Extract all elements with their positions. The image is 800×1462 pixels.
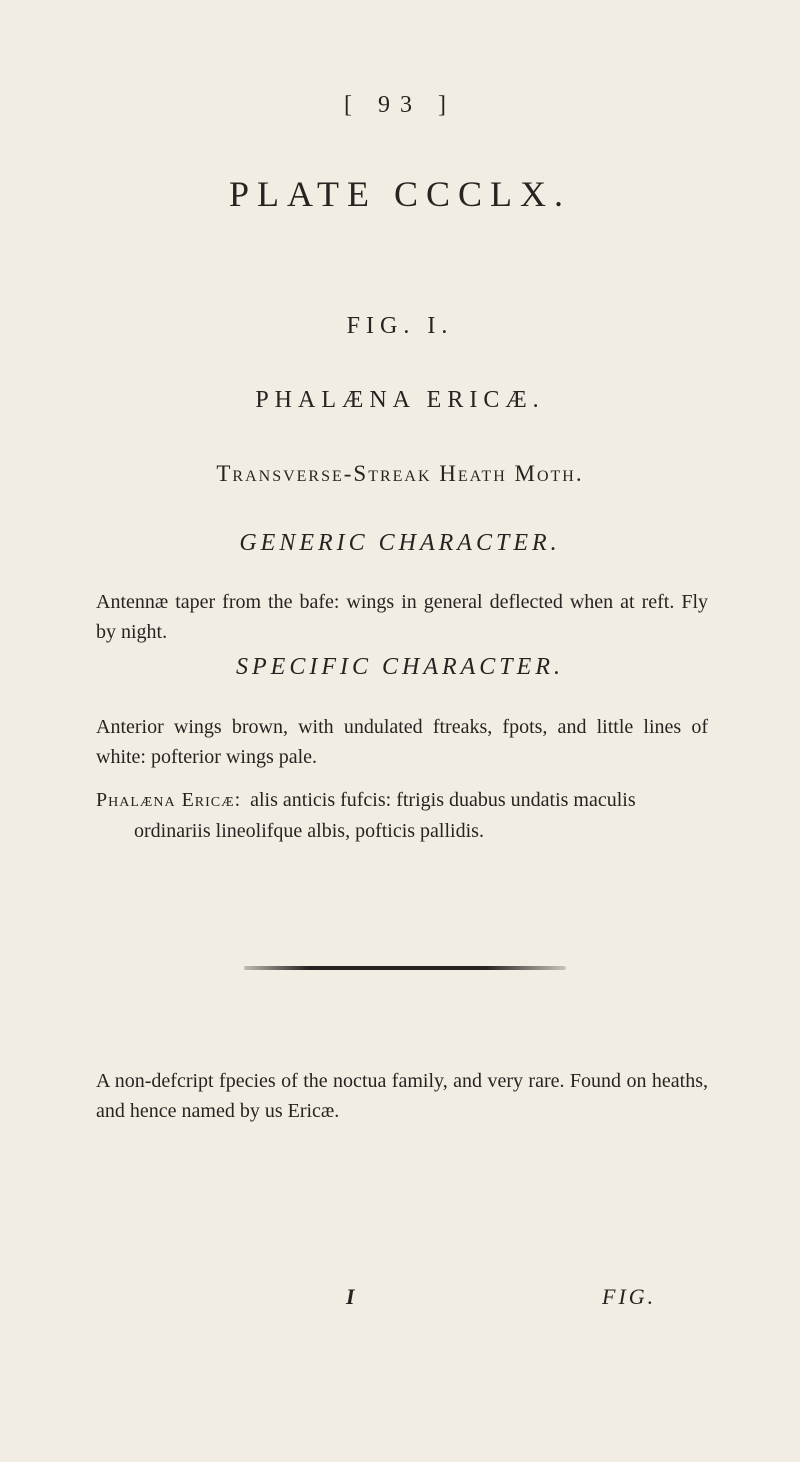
generic-character-heading: GENERIC CHARACTER. — [239, 530, 561, 556]
latin-description — [96, 785, 716, 847]
page-number: [ 93 ] — [344, 92, 456, 118]
specific-character-text: Anterior wings brown, with undulated ftreaks, fpots, and little lines of white: pofterior wings pale. — [96, 716, 708, 768]
latin-label: Phalæna Ericæ: — [96, 789, 242, 811]
signature-mark: I — [346, 1284, 355, 1309]
section-divider — [244, 966, 566, 970]
common-name: Transverse-Streak Heath Moth. — [216, 461, 584, 486]
fig-heading: FIG. I. — [346, 313, 454, 339]
specific-character-heading: SPECIFIC CHARACTER. — [236, 654, 564, 680]
latin-line-1: alis anticis fufcis: ftrigis duabus undatis maculis — [250, 789, 636, 811]
plate-title: PLATE CCCLX. — [228, 174, 572, 214]
latin-line-2: ordinariis lineolifque albis, pofticis pallidis. — [134, 820, 484, 842]
species-name: PHALÆNA ERICÆ. — [255, 387, 545, 413]
catchword: FIG. — [602, 1284, 657, 1309]
generic-character-text: Antennæ taper from the bafe: wings in general deflected when at reft. Fly by night. — [96, 591, 708, 643]
remarks-text: A non-defcript fpecies of the noctua family, and very rare. Found on heaths, and hence named by us Ericæ. — [96, 1070, 708, 1122]
